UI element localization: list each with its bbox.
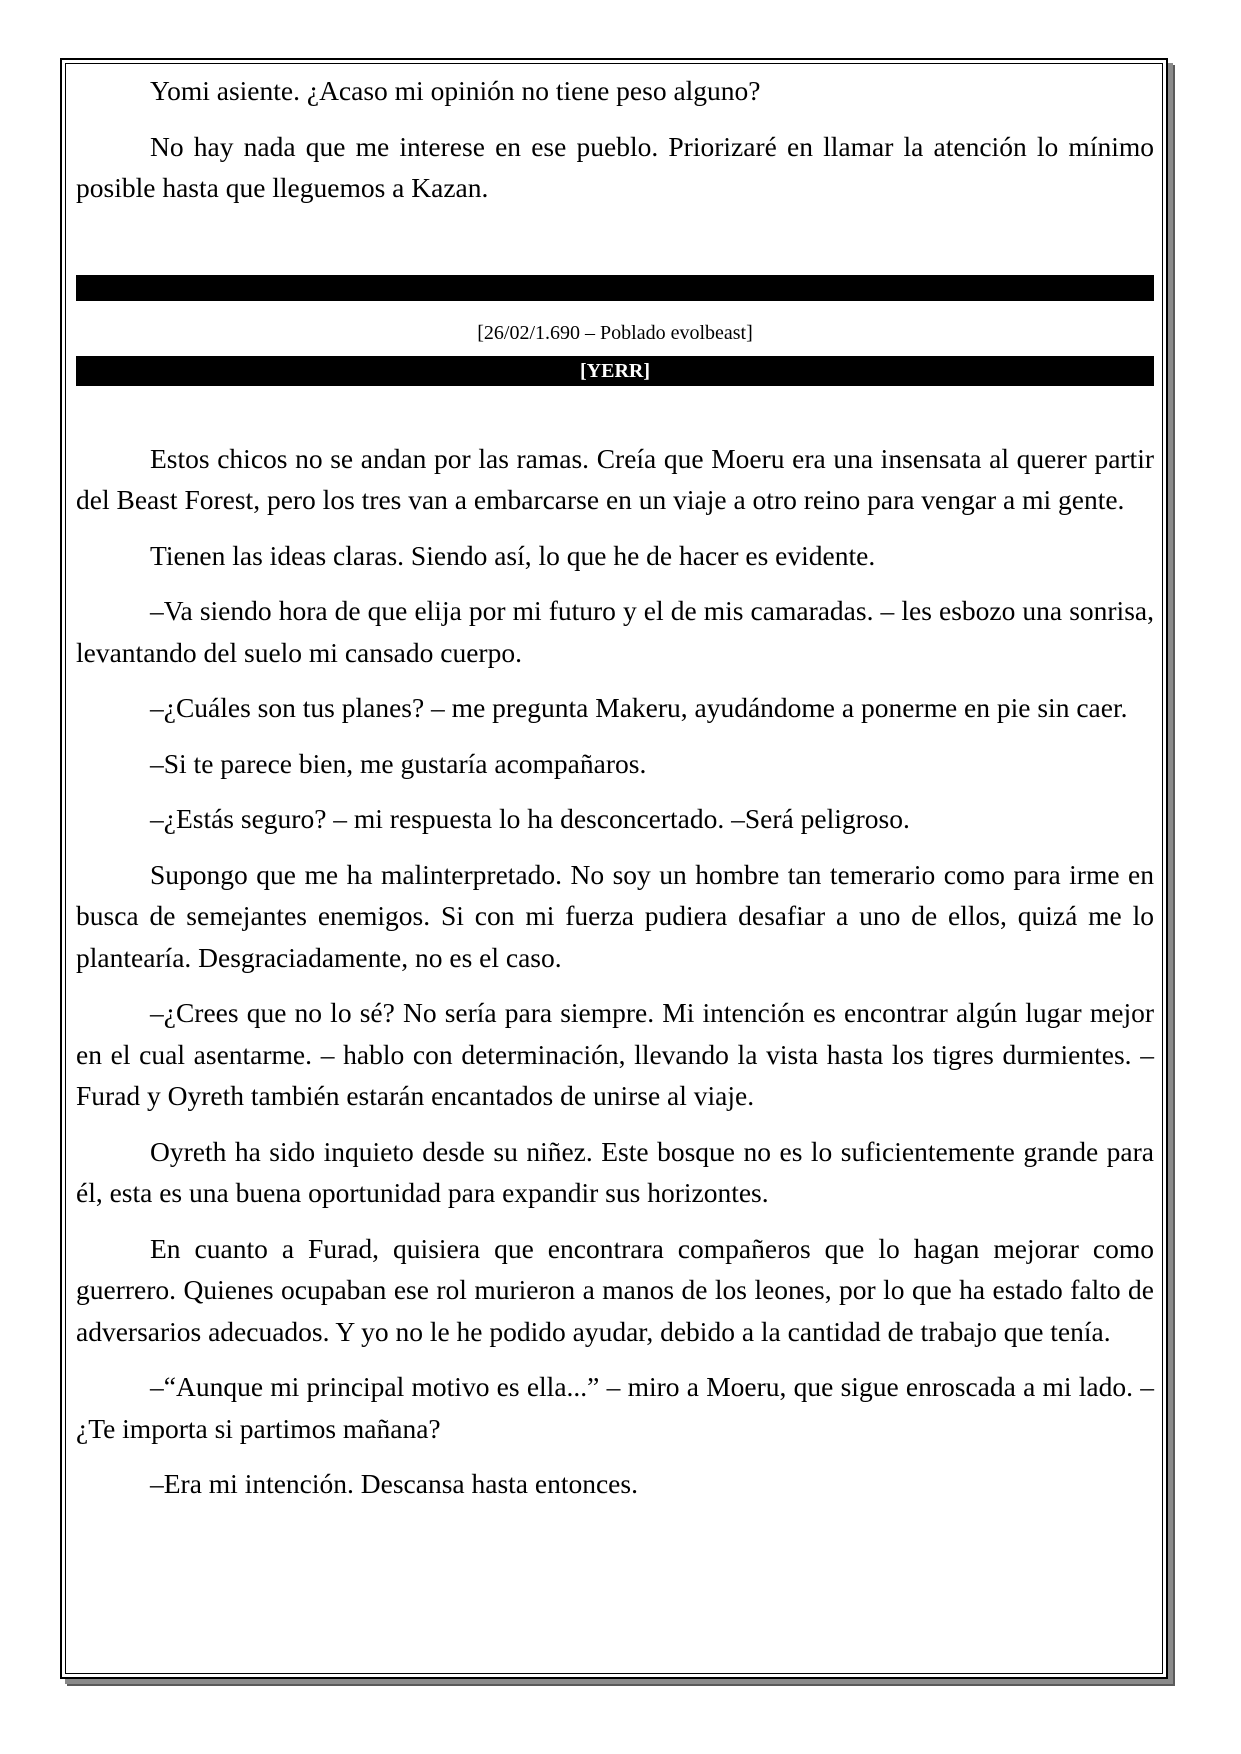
paragraph: Yomi asiente. ¿Acaso mi opinión no tiene peso alguno? bbox=[150, 75, 761, 106]
paragraph: –“Aunque mi principal motivo es ella...” – miro a Moeru, que sigue enroscada a mi lado. –¿Te importa si partimos mañana? bbox=[76, 1371, 1154, 1444]
page-frame bbox=[60, 58, 1168, 1679]
paragraph: Tienen las ideas claras. Siendo así, lo que he de hacer es evidente. bbox=[150, 539, 876, 571]
paragraph: –Era mi intención. Descansa hasta entonces. bbox=[150, 1468, 638, 1499]
paragraph: Oyreth ha sido inquieto desde su niñez. Este bosque no es lo suficientemente grande para él, esta es una buena oportunidad para expandir sus horizontes. bbox=[76, 1135, 1154, 1208]
paragraph: Estos chicos no se andan por las ramas. Creía que Moeru era una insensata al querer partir del Beast Forest, pero los tres van a embarcarse en un viaje a otro reino para vengar a mi gente. bbox=[76, 442, 1154, 515]
scene-pov-banner: [YERR] bbox=[76, 356, 1154, 386]
paragraph: –¿Cuáles son tus planes? – me pregunta Makeru, ayudándome a ponerme en pie sin caer. bbox=[150, 692, 1128, 723]
scene-date-location: [26/02/1.690 – Poblado evolbeast] bbox=[477, 321, 753, 344]
paragraph: –¿Estás seguro? – mi respuesta lo ha desconcertado. –Será peligroso. bbox=[150, 803, 910, 834]
paragraph: –¿Crees que no lo sé? No sería para siempre. Mi intención es encontrar algún lugar mejor en el cual asentarme. – hablo con determinación, llevando la vista hasta los tigres durmientes. –Furad y Oyreth también estarán encantados de unirse al viaje. bbox=[76, 997, 1154, 1111]
paragraph: En cuanto a Furad, quisiera que encontrara compañeros que lo hagan mejorar como guerrero. Quienes ocupaban ese rol murieron a manos de los leones, por lo que ha estado falto de adversarios adecuados. Y yo no le he podido ayudar, debido a la cantidad de trabajo que tenía. bbox=[76, 1232, 1154, 1347]
paragraph: Supongo que me ha malinterpretado. No soy un hombre tan temerario como para irme en busca de semejantes enemigos. Si con mi fuerza pudiera desafiar a uno de ellos, quizá me lo plantearía. Desgraciadamente, no es el caso. bbox=[76, 858, 1154, 973]
scene-divider-bar bbox=[76, 275, 1154, 301]
document-body bbox=[76, 70, 1154, 1519]
paragraph: –Si te parece bien, me gustaría acompañaros. bbox=[150, 747, 647, 779]
paragraph: –Va siendo hora de que elija por mi futuro y el de mis camaradas. – les esbozo una sonrisa, levantando del suelo mi cansado cuerpo. bbox=[76, 595, 1154, 668]
paragraph: No hay nada que me interese en ese pueblo. Priorizaré en llamar la atención lo mínimo posible hasta que lleguemos a Kazan. bbox=[76, 130, 1154, 203]
